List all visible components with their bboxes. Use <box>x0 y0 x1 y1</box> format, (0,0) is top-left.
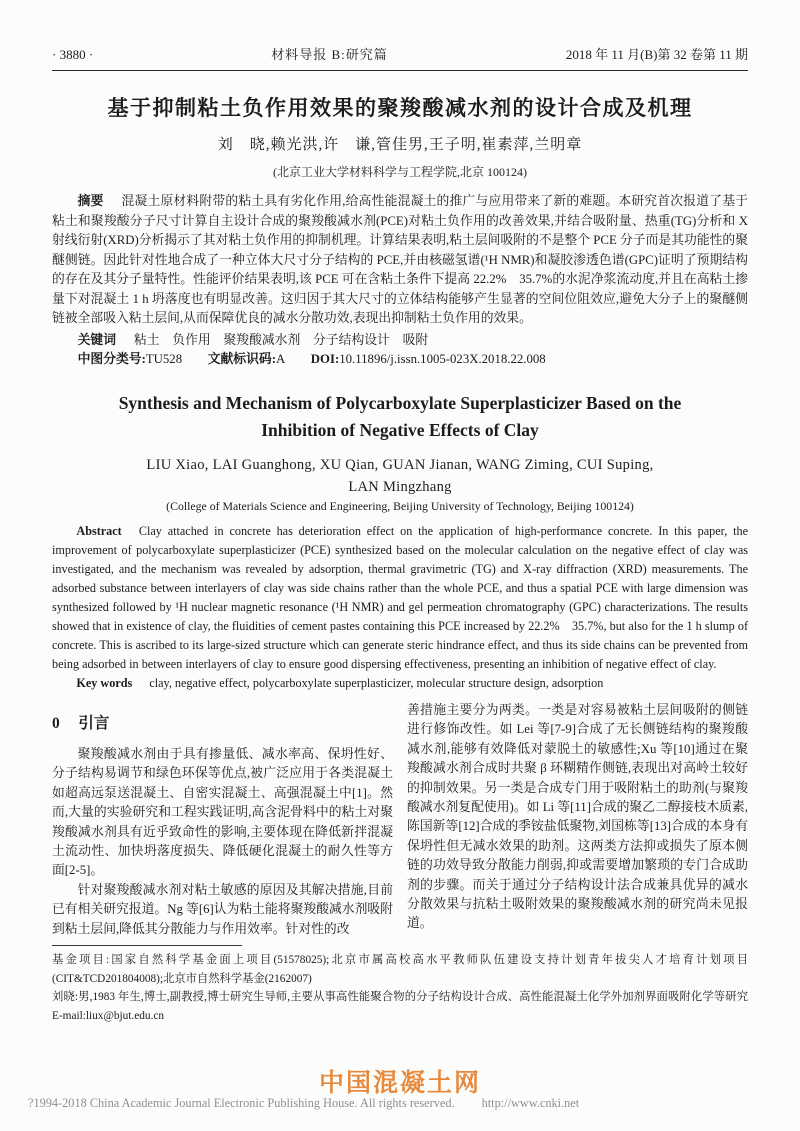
keywords-cn <box>52 331 748 351</box>
funding-note: 基金项目:国家自然科学基金面上项目(51578025);北京市属高校高水平教师队伍建设支持计划青年拔尖人才培育计划项目(CIT&TCD201804008);北京市自然科学基金(2162007) <box>52 954 748 985</box>
abstract-text-cn: 混凝土原材料附带的粘土具有劣化作用,给高性能混凝土的推广与应用带来了新的难题。本研究首次报道了基于粘土和聚羧酸分子尺寸计算自主设计合成的聚羧酸减水剂(PCE)对粘土负作用的改善效果,并结合吸附量、热重(TG)分析和 X 射线衍射(XRD)分析揭示了其对粘土负作用的抑制机理。计算结果表明,粘土层间吸附的不是整个 PCE 分子而是其功能性的聚醚侧链。因此针对性地合成了一种立体大尺寸分子结构的 PCE,并由核磁氢谱(¹H NMR)和凝胶渗透色谱(GPC)证明了预期结构的存在及其分子量特性。性能评价结果表明,该 PCE 可在含粘土条件下提高 22.2% 35.7%的水泥净浆流动度,并且在高粘土掺量下对混凝土 1 h 坍落度也有明显改善。这归因于其大尺寸的立体结构能够产生显著的空间位阻效应,避免大分子上的聚醚侧链被全部吸入粘土层间,从而保障优良的减水分散功效,表现出抑制粘土负作用的效果。 <box>52 194 749 325</box>
author-bio-note: 刘晓:男,1983 年生,博士,副教授,博士研究生导师,主要从事高性能聚合物的分子结构设计合成、高性能混凝土化学外加剂界面吸附化学等研究 E-mail:liux@bjut.edu.cn <box>52 991 760 1022</box>
left-column <box>52 701 393 939</box>
copyright-text: ?1994-2018 China Academic Journal Electronic Publishing House. All rights reserved. <box>28 1096 455 1110</box>
section-title: 引言 <box>78 715 110 732</box>
intro-paragraph-2-continued: 善措施主要分为两类。一类是对容易被粘土层间吸附的侧链进行修饰改性。如 Lei 等[7-9]合成了无长侧链结构的聚羧酸减水剂,能够有效降低对蒙脱土的敏感性;Xu 等[10]通过在聚羧酸减水剂合成时共聚 β 环糊精作侧链,表现出对高岭土较好的抑制效果。另一类是合成专门用于吸附粘土的助剂(与聚羧酸减水剂复配使用)。如 Li 等[11]合成的聚乙二醇接枝木质素,陈国新等[12]合成的季铵盐低聚物,刘国栋等[13]合成的本身有保坍性但无减水效果的助剂。这两类方法抑或损失了原本侧链的功效导致分散能力削弱,抑或需要增加繁琐的专门合成助剂的步骤。而关于通过分子结构设计法合成兼具优异的减水分散效果与抗粘土吸附效果的聚羧酸减水剂的研究尚未见报道。 <box>407 703 748 931</box>
section-number: 0 <box>52 715 60 732</box>
two-column-body <box>52 701 748 939</box>
doi-label: DOI: <box>310 352 340 366</box>
right-column <box>407 701 748 939</box>
issue-info: 2018 年 11 月(B)第 32 卷第 11 期 <box>565 47 748 62</box>
intro-paragraph-1: 聚羧酸减水剂由于具有掺量低、减水率高、保坍性好、分子结构易调节和绿色环保等优点,被广泛应用于各类混凝土如超高远泵送混凝土、自密实混凝土、高强混凝土中[1]。然而,大量的实验研究和工程实践证明,高含泥骨料中的粘土对聚羧酸减水剂具有近乎致命性的影响,主要体现在降低新拌混凝土流动性、加快坍落度损失、降低硬化混凝土的耐久性等方面[2-5]。 <box>52 747 393 878</box>
journal-name: 材料导报 B:研究篇 <box>271 47 388 62</box>
article-title-cn: 基于抑制粘土负作用效果的聚羧酸减水剂的设计合成及机理 <box>107 96 693 120</box>
keywords-text-en: clay, negative effect, polycarboxylate superplasticizer, molecular structure design, adsorption <box>149 675 604 690</box>
authors-cn: 刘 晓,赖光洪,许 谦,管佳男,王子明,崔素萍,兰明章 <box>217 137 583 153</box>
page-header <box>52 46 748 64</box>
authors-en-line1: LIU Xiao, LAI Guanghong, XU Qian, GUAN Jianan, WANG Ziming, CUI Suping, <box>146 456 654 473</box>
footnote-block <box>52 945 760 1025</box>
authors-en-line2: LAN Mingzhang <box>348 478 452 495</box>
intro-paragraph-2: 针对聚羧酸减水剂对粘土敏感的原因及其解决措施,目前已有相关研究报道。Ng 等[6]认为粘土能将聚羧酸减水剂吸附到粘土层间,降低其分散能力与作用效率。针对性的改 <box>52 882 393 936</box>
keywords-label-cn: 关键词 <box>77 332 116 347</box>
classification-line <box>52 350 748 370</box>
article-title-en-line2: Inhibition of Negative Effects of Clay <box>261 419 539 440</box>
affiliation-en: (College of Materials Science and Engineering, Beijing University of Technology, Beijing 100124) <box>166 498 634 513</box>
cnki-url: http://www.cnki.net <box>481 1096 580 1110</box>
abstract-label-cn: 摘要 <box>77 194 104 208</box>
abstract-label-en: Abstract <box>76 523 122 538</box>
site-watermark: 中国混凝土网 <box>318 1070 482 1097</box>
article-title-en <box>52 390 748 444</box>
footnote-divider <box>52 945 242 946</box>
keywords-text-cn: 粘土 负作用 聚羧酸减水剂 分子结构设计 吸附 <box>133 332 429 347</box>
doi-value: 10.11896/j.issn.1005-023X.2018.22.008 <box>339 352 546 366</box>
doc-code-value: A <box>275 352 286 366</box>
clc-label: 中图分类号: <box>77 352 146 366</box>
article-title-en-line1: Synthesis and Mechanism of Polycarboxylate Superplasticizer Based on the <box>118 392 682 413</box>
abstract-text-en: Clay attached in concrete has deterioration effect on the application of high-performance concrete. In this paper, the improvement of polycarboxylate superplasticizer (PCE) synthesized based on the molecular calculation on the negative effect of clay was investigated, and the mechanism was revealed by adsorption, thermal gravimetric (TG) and X-ray diffraction (XRD) measurements. The adsorbed substance between interlayers of clay was side chains rather than the whole PCE, and thus a spatial PCE with large dimension was synthesized followed by ¹H nuclear magnetic resonance (¹H NMR) and gel permeation chromatography (GPC) characterizations. The results showed that in existence of clay, the fluidities of cement pastes containing this PCE increased by 22.2% 35.7%, but also for the 1 h slump of concrete. This is ascribed to its large-sized structure which can generate steric hindrance effect, and thus its side chains can be prevented from being adsorbed in between interlayers of clay to ensure good dispersing effectiveness, presenting an inhibition of negative effect of clay. <box>52 523 748 671</box>
keywords-en <box>52 674 748 694</box>
doc-code-label: 文献标识码: <box>207 352 276 366</box>
keywords-label-en: Key words <box>76 675 133 690</box>
clc-value: TU528 <box>145 352 183 366</box>
header-divider <box>52 70 748 71</box>
section-heading-introduction <box>52 713 393 735</box>
abstract-en <box>52 522 748 674</box>
abstract-cn <box>52 192 748 329</box>
copyright-line <box>28 1095 579 1111</box>
page-number: · 3880 · <box>52 47 94 62</box>
affiliation-cn: (北京工业大学材料科学与工程学院,北京 100124) <box>273 165 527 179</box>
authors-en <box>52 454 748 498</box>
